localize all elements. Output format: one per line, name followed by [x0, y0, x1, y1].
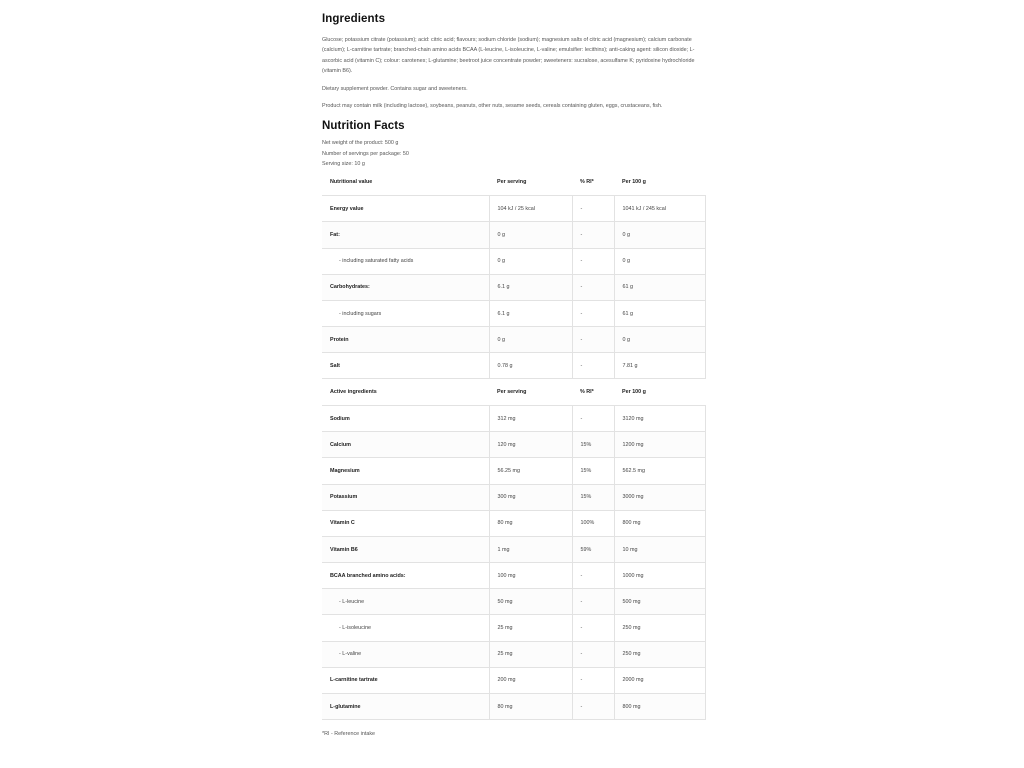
per-serving-value: 312 mg — [489, 405, 572, 431]
per-serving-value: 50 mg — [489, 589, 572, 615]
ri-value: - — [572, 563, 614, 589]
nutrition-column-header: Per 100 g — [622, 179, 646, 186]
per-100g-value: 1041 kJ / 245 kcal — [614, 196, 705, 222]
per-serving-value: 0 g — [489, 222, 572, 248]
nutrient-name: Energy value — [322, 196, 489, 222]
per-100g-value: 2000 mg — [614, 667, 705, 693]
nutrient-name: Fat: — [322, 222, 489, 248]
product-description — [322, 10, 705, 737]
ingredients-heading: Ingredients — [322, 13, 386, 25]
per-100g-value: 3000 mg — [614, 484, 705, 510]
ri-value: - — [572, 248, 614, 274]
ri-value: - — [572, 615, 614, 641]
per-100g-value: 500 mg — [614, 589, 705, 615]
nutrient-name: - including saturated fatty acids — [322, 248, 489, 274]
nutrient-name: Sodium — [322, 405, 489, 431]
nutrient-name: L-carnitine tartrate — [322, 667, 489, 693]
nutrition-facts-table — [322, 170, 706, 380]
ri-value: 100% — [572, 510, 614, 536]
ri-value: - — [572, 222, 614, 248]
table-row — [322, 353, 705, 379]
ri-value: - — [572, 327, 614, 353]
ri-value: - — [572, 274, 614, 300]
allergen-note: Product may contain milk (including lactose), soybeans, peanuts, other nuts, sesame seeds, cereals containing gluten, eggs, crustaceans, fish. — [322, 103, 663, 110]
nutrient-name: Potassium — [322, 484, 489, 510]
ri-footnote: *RI - Reference intake — [322, 731, 376, 738]
nutrient-name: Vitamin C — [322, 510, 489, 536]
ri-value: 15% — [572, 484, 614, 510]
table-row — [322, 432, 705, 458]
per-serving-value: 200 mg — [489, 667, 572, 693]
per-100g-value: 10 mg — [614, 536, 705, 562]
table-row — [322, 563, 705, 589]
per-100g-value: 3120 mg — [614, 405, 705, 431]
table-row — [322, 510, 705, 536]
per-serving-value: 0.78 g — [489, 353, 572, 379]
ri-value: - — [572, 694, 614, 720]
nutrient-name: BCAA branched amino acids: — [322, 563, 489, 589]
ri-value: - — [572, 667, 614, 693]
table-row — [322, 667, 705, 693]
serving-size: Serving size: 10 g — [322, 161, 365, 168]
table-row — [322, 300, 705, 326]
per-serving-value: 6.1 g — [489, 300, 572, 326]
ingredients-text: Glucose; potassium citrate (potassium); acid: citric acid; flavours; sodium chloride (sodium); magnesium salts of citric acid (magnesium); calcium carbonate (calcium); L-carnitine tartrate; branched-chain amino acids BCAA (L-leucine, L-isoleucine, L-valine; emulsifier: lecithins); anti-caking agent: silicon dioxide; L-ascorbic acid (vitamin C); colour: carotenes; L-glutamine; beetroot juice concentrate powder; sweeteners: sucralose, acesulfame K; pyridoxine hydrochloride (vitamin B6). — [322, 37, 695, 75]
nutrition-column-header: Per serving — [497, 179, 527, 186]
ri-value: 15% — [572, 458, 614, 484]
table-row — [322, 536, 705, 562]
per-100g-value: 0 g — [614, 327, 705, 353]
ri-value: 59% — [572, 536, 614, 562]
ri-value: - — [572, 300, 614, 326]
nutrient-name: L-glutamine — [322, 694, 489, 720]
ri-value: 15% — [572, 432, 614, 458]
nutrition-heading: Nutrition Facts — [322, 120, 405, 133]
nutrient-name: Protein — [322, 327, 489, 353]
nutrient-name: Calcium — [322, 432, 489, 458]
table-row — [322, 641, 705, 667]
active-header-row — [322, 379, 705, 405]
table-row — [322, 589, 705, 615]
nutrient-name: - L-leucine — [322, 589, 489, 615]
table-row — [322, 405, 705, 431]
nutrient-name: Magnesium — [322, 458, 489, 484]
active-column-header: Per 100 g — [622, 389, 646, 396]
ri-value: - — [572, 196, 614, 222]
per-100g-value: 800 mg — [614, 694, 705, 720]
per-100g-value: 250 mg — [614, 615, 705, 641]
per-serving-value: 1 mg — [489, 536, 572, 562]
per-100g-value: 0 g — [614, 222, 705, 248]
nutrition-column-header: Nutritional value — [330, 179, 373, 186]
per-serving-value: 56.25 mg — [489, 458, 572, 484]
per-serving-value: 6.1 g — [489, 274, 572, 300]
active-column-header: Active ingredients — [330, 389, 377, 396]
per-serving-value: 100 mg — [489, 563, 572, 589]
nutrient-name: Vitamin B6 — [322, 536, 489, 562]
per-100g-value: 250 mg — [614, 641, 705, 667]
servings-per-package: Number of servings per package: 50 — [322, 150, 409, 157]
per-serving-value: 0 g — [489, 327, 572, 353]
nutrient-name: Salt — [322, 353, 489, 379]
table-row — [322, 327, 705, 353]
table-row — [322, 274, 705, 300]
per-serving-value: 120 mg — [489, 432, 572, 458]
per-100g-value: 562.5 mg — [614, 458, 705, 484]
per-100g-value: 1200 mg — [614, 432, 705, 458]
table-row — [322, 196, 705, 222]
ri-value: - — [572, 405, 614, 431]
per-serving-value: 300 mg — [489, 484, 572, 510]
table-row — [322, 248, 705, 274]
ri-value: - — [572, 641, 614, 667]
per-serving-value: 80 mg — [489, 694, 572, 720]
active-column-header: Per serving — [497, 389, 527, 396]
active-ingredients-table — [322, 379, 706, 720]
nutrition-header-row — [322, 170, 705, 196]
nutrient-name: - L-isoleucine — [322, 615, 489, 641]
per-100g-value: 1000 mg — [614, 563, 705, 589]
per-100g-value: 61 g — [614, 300, 705, 326]
nutrient-name: Carbohydrates: — [322, 274, 489, 300]
per-100g-value: 7.81 g — [614, 353, 705, 379]
per-serving-value: 0 g — [489, 248, 572, 274]
per-serving-value: 25 mg — [489, 615, 572, 641]
ri-value: - — [572, 589, 614, 615]
per-100g-value: 61 g — [614, 274, 705, 300]
table-row — [322, 484, 705, 510]
table-row — [322, 615, 705, 641]
nutrient-name: - L-valine — [322, 641, 489, 667]
dietary-note: Dietary supplement powder. Contains sugar and sweeteners. — [322, 85, 468, 92]
net-weight: Net weight of the product: 500 g — [322, 140, 399, 147]
per-100g-value: 0 g — [614, 248, 705, 274]
ri-value: - — [572, 353, 614, 379]
nutrition-column-header: % RI* — [580, 179, 594, 186]
nutrient-name: - including sugars — [322, 300, 489, 326]
per-serving-value: 80 mg — [489, 510, 572, 536]
per-serving-value: 104 kJ / 25 kcal — [489, 196, 572, 222]
per-serving-value: 25 mg — [489, 641, 572, 667]
table-row — [322, 458, 705, 484]
table-row — [322, 222, 705, 248]
active-column-header: % RI* — [580, 389, 594, 396]
per-100g-value: 800 mg — [614, 510, 705, 536]
table-row — [322, 694, 705, 720]
